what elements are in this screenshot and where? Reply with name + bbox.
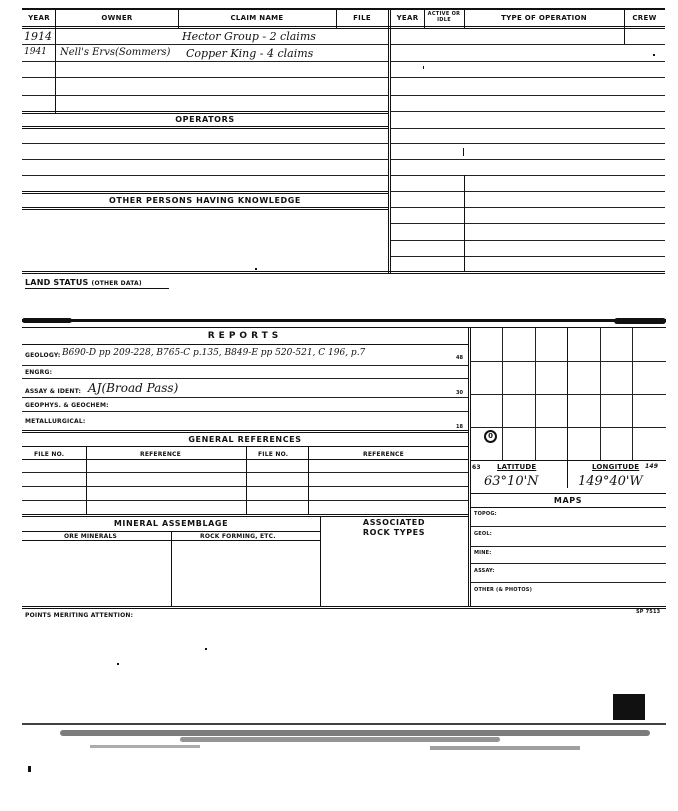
mineral-assemblage-heading: MINERAL ASSEMBLAGE [113, 519, 229, 528]
col-year: YEAR [28, 14, 50, 22]
maps-heading: MAPS [553, 496, 583, 505]
claim-row-1-year: 1914 [24, 30, 52, 43]
grid-mark: 0 [484, 430, 497, 443]
ref-reference-1: REFERENCE [140, 451, 181, 458]
longitude-value: 149°40'W [578, 474, 643, 489]
engrg-label: ENGRG: [25, 369, 53, 376]
claim-row-1-claim: Hector Group - 2 claims [182, 30, 316, 43]
num-18: 18 [456, 424, 463, 430]
ref-reference-2: REFERENCE [363, 451, 404, 458]
geology-label: GEOLOGY: [25, 352, 61, 359]
associated-rock-types-heading: ASSOCIATED ROCK TYPES [362, 518, 426, 537]
other-persons-heading: OTHER PERSONS HAVING KNOWLEDGE [109, 196, 301, 205]
land-status-sub: (OTHER DATA) [91, 280, 142, 287]
reports-heading: REPORTS [207, 331, 283, 341]
latitude-label: LATITUDE [497, 463, 537, 471]
col-active-idle: ACTIVE OR IDLE [427, 11, 461, 23]
land-status-text: LAND STATUS [25, 278, 89, 287]
ref-file-no-2: FILE NO. [258, 451, 289, 458]
col-type-operation: TYPE OF OPERATION [501, 14, 587, 22]
col-year2: YEAR [396, 14, 419, 22]
lon-suffix: 149 [645, 463, 659, 470]
maps-assay: ASSAY: [474, 568, 495, 574]
maps-topog: TOPOG: [474, 511, 497, 517]
general-references-heading: GENERAL REFERENCES [188, 435, 302, 444]
rock-forming-label: ROCK FORMING, ETC. [200, 533, 276, 540]
ore-minerals-label: ORE MINERALS [64, 533, 118, 540]
col-claim-name: CLAIM NAME [230, 14, 284, 22]
claim-row-2-year: 1941 [24, 47, 47, 57]
maps-other: OTHER (& PHOTOS) [474, 587, 533, 593]
form-number: SP 7513 [636, 609, 661, 615]
claim-row-2-claim: Copper King - 4 claims [186, 47, 314, 60]
land-status-label [25, 278, 142, 287]
assay-value: AJ(Broad Pass) [88, 381, 179, 395]
col-file: FILE [353, 14, 371, 22]
points-meriting-label: POINTS MERITING ATTENTION: [25, 612, 134, 619]
assay-label: ASSAY & IDENT: [25, 388, 82, 395]
geophys-label: GEOPHYS. & GEOCHEM: [25, 402, 109, 409]
metallurgical-label: METALLURGICAL: [25, 418, 86, 425]
col-crew: CREW [632, 14, 657, 22]
ref-file-no-1: FILE NO. [34, 451, 65, 458]
operators-heading: OPERATORS [175, 115, 235, 124]
maps-mine: MINE: [474, 550, 492, 556]
latitude-value: 63°10'N [484, 474, 539, 489]
num-30: 30 [456, 390, 463, 396]
longitude-label: LONGITUDE [592, 463, 640, 471]
claim-row-2-owner: Nell's Ervs(Sommers) [60, 47, 171, 58]
num-48: 48 [456, 355, 463, 361]
maps-geol: GEOL: [474, 531, 492, 537]
col-owner: OWNER [101, 14, 133, 22]
lat-prefix: 63 [472, 464, 481, 471]
geology-value: B690-D pp 209-228, B765-C p.135, B849-E pp 520-521, C 196, p.7 [62, 348, 366, 358]
